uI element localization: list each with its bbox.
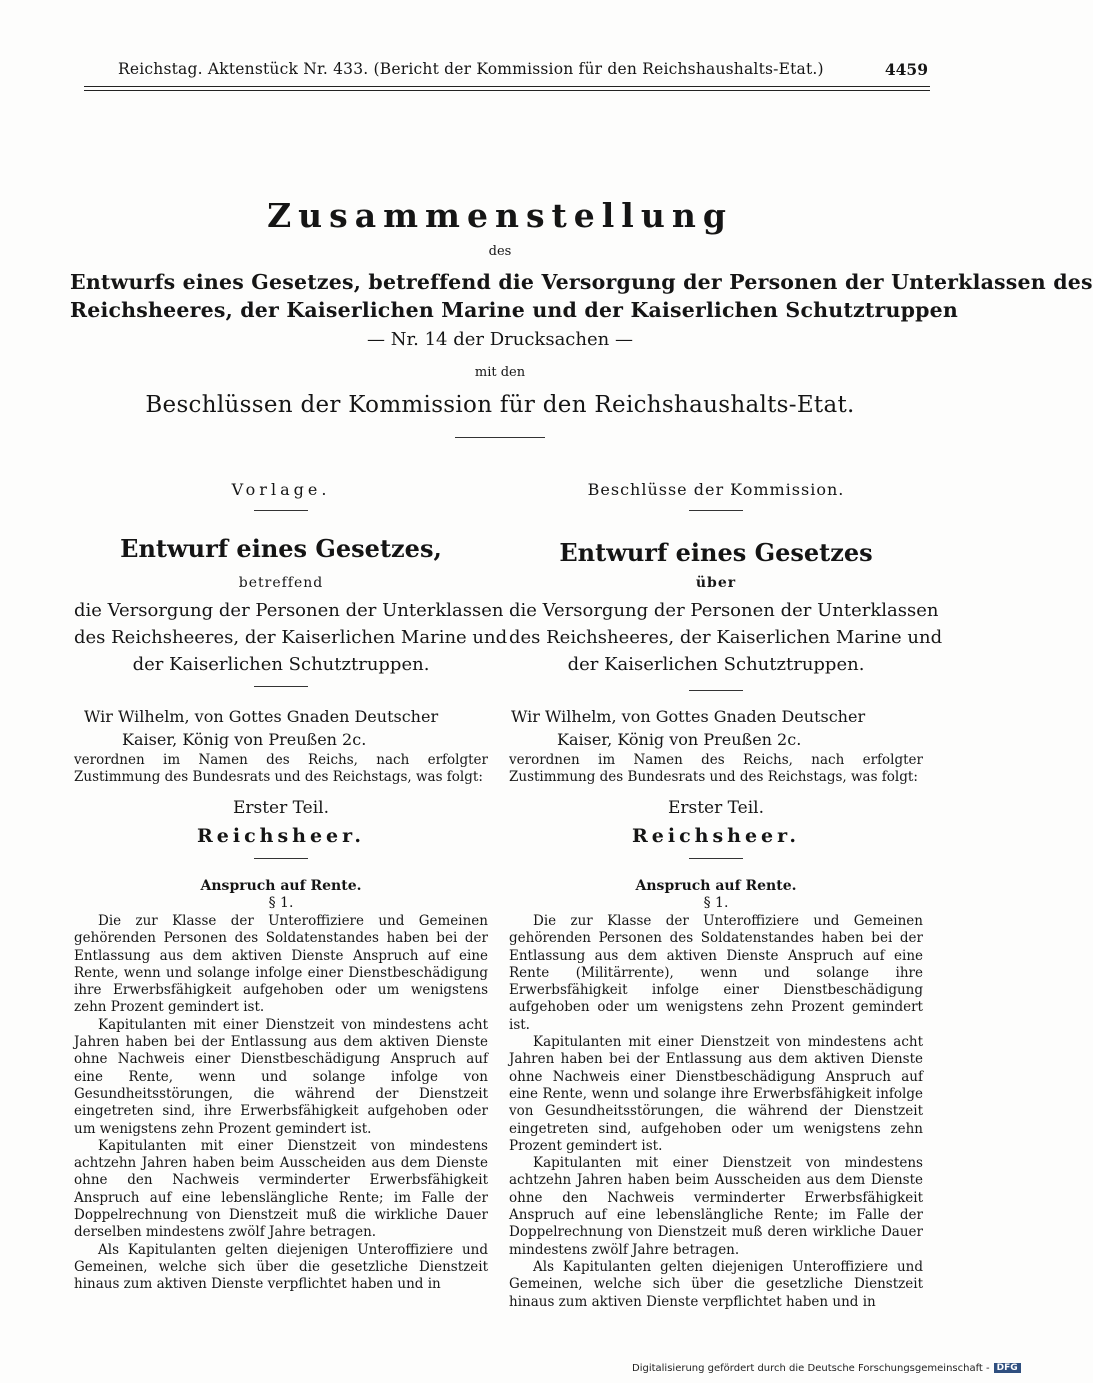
right-erster-teil: Erster Teil. xyxy=(667,798,765,818)
drucksachen-line: — Nr. 14 der Drucksachen — xyxy=(367,329,633,350)
page-number: 4459 xyxy=(884,60,928,79)
left-reichsheer-divider xyxy=(254,858,308,859)
left-versorgung-line3: der Kaiserlichen Schutztruppen. xyxy=(132,654,430,675)
right-versorgung-divider xyxy=(689,690,743,691)
right-reichsheer: Reichsheer. xyxy=(631,825,801,847)
right-reichsheer-divider xyxy=(689,858,743,859)
right-anspruch-heading: Anspruch auf Rente. xyxy=(635,878,797,894)
right-verordnen: verordnen im Namen des Reichs, nach erfolgter Zustimmung des Bundesrats und des Reichstags, was folgt: xyxy=(509,752,923,785)
left-versorgung-divider xyxy=(254,686,308,687)
left-erster-teil: Erster Teil. xyxy=(232,798,330,818)
left-wir-line1: Wir Wilhelm, von Gottes Gnaden Deutscher xyxy=(84,707,439,726)
entwurf-title-line2: Reichsheeres, der Kaiserlichen Marine und der Kaiserlichen Schutztruppen xyxy=(70,298,959,322)
right-versorgung-line3: der Kaiserlichen Schutztruppen. xyxy=(567,654,865,675)
left-reichsheer: Reichsheer. xyxy=(196,825,366,847)
left-paragraph-text-2: Kapitulanten mit einer Dienstzeit von mindestens acht Jahren haben bei der Entlassung aus dem aktiven Dienste ohne Nachweis einer Dienstbeschädigung Anspruch auf eine Rente, wenn und solange infolge von Gesundheitsstörungen, die während der Dienstzeit eingetreten sind, ihre Erwerbsfähigkeit aufgehoben oder um wenigstens zehn Prozent gemindert ist. xyxy=(74,1016,488,1137)
running-title: Reichstag. Aktenstück Nr. 433. (Bericht der Kommission für den Reichshaushalts-Etat.) xyxy=(118,60,824,78)
right-column-beschluesse xyxy=(509,478,943,1318)
right-body xyxy=(509,913,923,1311)
right-versorgung-line1: die Versorgung der Personen der Unterklassen xyxy=(509,600,939,621)
left-column-vorlage xyxy=(74,478,508,1318)
right-column-heading: Beschlüsse der Kommission. xyxy=(587,480,845,499)
left-heading-divider xyxy=(254,510,308,511)
left-entwurf-heading: Entwurf eines Gesetzes, xyxy=(120,534,442,563)
mit-den-line: mit den xyxy=(474,365,526,380)
right-paragraph-text-2: Kapitulanten mit einer Dienstzeit von mindestens acht Jahren haben bei der Entlassung aus dem aktiven Dienste ohne Nachweis einer Dienstbeschädigung Anspruch auf eine Rente, wenn und solange ihre Erwerbsfähigkeit infolge von Gesundheitsstörungen, die während der Dienstzeit eingetreten sind, aufgehoben oder um wenigstens zehn Prozent gemindert ist. xyxy=(509,1034,923,1154)
dfg-logo-icon: DFG xyxy=(994,1363,1021,1373)
beschluessen-line: Beschlüssen der Kommission für den Reichshaushalts-Etat. xyxy=(145,392,855,418)
right-versorgung-line2: des Reichsheeres, der Kaiserlichen Marine und xyxy=(509,627,943,648)
left-verordnen: verordnen im Namen des Reichs, nach erfolgter Zustimmung des Bundesrats und des Reichstags, was folgt: xyxy=(74,752,488,785)
left-column-heading: Vorlage. xyxy=(231,480,331,499)
left-versorgung-line1: die Versorgung der Personen der Unterklassen xyxy=(74,600,504,621)
right-wir-line2: Kaiser, König von Preußen 2c. xyxy=(557,730,802,749)
left-paragraph-text-4: Als Kapitulanten gelten diejenigen Unteroffiziere und Gemeinen, welche sich über die gesetzliche Dienstzeit hinaus zum aktiven Dienste verpflichtet haben und in xyxy=(74,1241,488,1293)
right-paragraph-1: § 1. xyxy=(703,895,729,911)
left-paragraph-text-1: Die zur Klasse der Unteroffiziere und Gemeinen gehörenden Personen des Soldatenstandes haben bei der Entlassung aus dem aktiven Dienste Anspruch auf eine Rente, wenn und solange infolge einer Dienstbeschädigung ihre Erwerbsfähigkeit aufgehoben oder um wenigstens zehn Prozent gemindert ist. xyxy=(74,913,488,1016)
left-versorgung-line2: des Reichsheeres, der Kaiserlichen Marine und xyxy=(74,627,508,648)
digitization-credit-text: Digitalisierung gefördert durch die Deutsche Forschungsgemeinschaft - xyxy=(632,1363,990,1374)
right-paragraph-text-4: Als Kapitulanten gelten diejenigen Unteroffiziere und Gemeinen, welche sich über die gesetzliche Dienstzeit hinaus zum aktiven Dienste verpflichtet haben und in xyxy=(509,1258,923,1310)
right-entwurf-heading: Entwurf eines Gesetzes xyxy=(559,538,873,567)
right-ueber: über xyxy=(695,575,737,591)
right-wir-line1: Wir Wilhelm, von Gottes Gnaden Deutscher xyxy=(511,707,866,726)
header-rule-double xyxy=(84,90,930,91)
left-anspruch-heading: Anspruch auf Rente. xyxy=(200,878,362,894)
header-rule xyxy=(84,86,930,87)
running-header xyxy=(118,60,928,84)
right-heading-divider xyxy=(689,510,743,511)
left-body xyxy=(74,913,488,1294)
right-paragraph-text-1: Die zur Klasse der Unteroffiziere und Gemeinen gehörenden Personen des Soldatenstandes haben bei der Entlassung aus dem aktiven Dienste Anspruch auf eine Rente (Militärrente), wenn und solange ihre Erwerbsfähigkeit infolge einer Dienstbeschädigung aufgehoben oder um wenigstens zehn Prozent gemindert ist. xyxy=(509,913,923,1033)
title-divider xyxy=(455,437,545,438)
left-wir-line2: Kaiser, König von Preußen 2c. xyxy=(122,730,367,749)
des-line: des xyxy=(488,244,512,259)
left-paragraph-1: § 1. xyxy=(268,895,294,911)
page-title: Zusammenstellung xyxy=(267,196,733,235)
left-betreffend: betreffend xyxy=(238,575,324,591)
entwurf-title-line1: Entwurfs eines Gesetzes, betreffend die Versorgung der Personen der Unterklassen des xyxy=(70,270,1093,294)
left-paragraph-text-3: Kapitulanten mit einer Dienstzeit von mindestens achtzehn Jahren haben beim Ausscheiden aus dem Dienste ohne den Nachweis verminderter Erwerbsfähigkeit Anspruch auf eine lebenslängliche Rente; im Falle der Doppelrechnung von Dienstzeit muß die wirkliche Dauer derselben mindestens zwölf Jahre betragen. xyxy=(74,1137,488,1241)
digitization-credit xyxy=(632,1363,1021,1374)
right-paragraph-text-3: Kapitulanten mit einer Dienstzeit von mindestens achtzehn Jahren haben beim Ausscheiden aus dem Dienste ohne den Nachweis verminderter Erwerbsfähigkeit Anspruch auf eine lebenslängliche Rente; im Falle der Doppelrechnung von Dienstzeit muß deren wirkliche Dauer mindestens zwölf Jahre betragen. xyxy=(509,1155,923,1258)
